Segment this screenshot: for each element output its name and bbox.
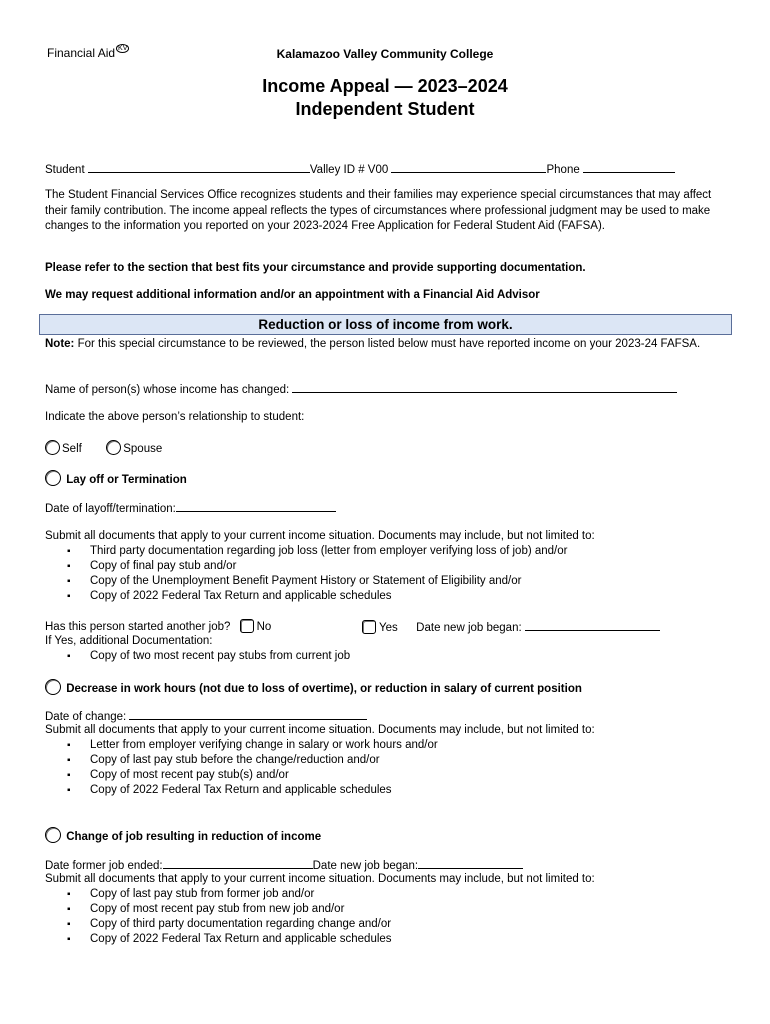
yes-checkbox[interactable]: [362, 620, 376, 634]
new-job-began-label: Date new job began:: [312, 860, 419, 872]
request-notice: We may request additional information and/or an appointment with a Financial Aid Advisor: [45, 289, 540, 301]
new-job-date-field[interactable]: [525, 619, 660, 631]
student-info-line: [45, 161, 675, 176]
job-dates-line: [45, 857, 523, 872]
decrease-title: Decrease in work hours (not due to loss of overtime), or reduction in salary of current position: [66, 683, 582, 695]
decrease-submit-text: Submit all documents that apply to your current income situation. Documents may include, but not limited to:: [45, 724, 595, 736]
change-docs: [45, 872, 745, 947]
if-yes-text: If Yes, additional Documentation:: [45, 635, 213, 647]
decrease-docs: [45, 723, 745, 798]
note-label: Note:: [45, 338, 75, 350]
layoff-date-field[interactable]: [176, 500, 336, 512]
list-item: ▪ Third party documentation regarding job loss (letter from employer verifying loss of job) and/or: [45, 544, 745, 559]
name-field[interactable]: [292, 381, 677, 393]
layoff-title: Lay off or Termination: [66, 474, 187, 486]
valley-id-field[interactable]: [391, 161, 546, 173]
note-text: For this special circumstance to be reviewed, the person listed below must have reported income on your 2023-24 FAFSA.: [74, 338, 701, 350]
layoff-submit-text: Submit all documents that apply to your current income situation. Documents may include, but not limited to:: [45, 530, 595, 542]
no-checkbox[interactable]: [240, 619, 254, 633]
former-job-label: Date former job ended:: [45, 860, 163, 872]
change-doc-list: [45, 887, 745, 947]
section-banner: Reduction or loss of income from work.: [39, 314, 732, 335]
list-item: ▪ Letter from employer verifying change in salary or work hours and/or: [45, 738, 745, 753]
list-item: ▪ Copy of two most recent pay stubs from current job: [45, 649, 745, 664]
new-job-date-label: Date new job began:: [416, 622, 522, 634]
list-item: ▪ Copy of last pay stub before the change/reduction and/or: [45, 753, 745, 768]
change-job-title: Change of job resulting in reduction of income: [66, 831, 322, 843]
self-label: Self: [62, 443, 82, 455]
layoff-date-line: [45, 500, 336, 515]
list-item: ▪ Copy of the Unemployment Benefit Payment History or Statement of Eligibility and/or: [45, 574, 745, 589]
change-date-label: Date of change:: [45, 711, 127, 723]
list-item: ▪ Copy of 2022 Federal Tax Return and applicable schedules: [45, 589, 745, 604]
new-job-question: Has this person started another job?: [45, 621, 231, 633]
decrease-radio[interactable]: [45, 679, 61, 695]
yes-option: [362, 619, 660, 634]
list-item: ▪ Copy of final pay stub and/or: [45, 559, 745, 574]
form-subtitle: Independent Student: [295, 99, 475, 119]
relationship-options: [45, 440, 162, 455]
student-label: Student: [45, 164, 85, 176]
refer-instruction: Please refer to the section that best fits your circumstance and provide supporting documentation.: [45, 262, 586, 274]
if-yes-doc-list: [45, 649, 745, 664]
layoff-doc-list: [45, 544, 745, 604]
valley-id-label: Valley ID # V00: [309, 164, 389, 176]
yes-label: Yes: [379, 622, 398, 634]
spouse-label: Spouse: [123, 443, 163, 455]
change-date-field[interactable]: [129, 708, 367, 720]
list-item: ▪ Copy of last pay stub from former job and/or: [45, 887, 745, 902]
change-date-line: [45, 708, 367, 723]
change-job-heading: [45, 827, 321, 843]
list-item: ▪ Copy of most recent pay stub from new job and/or: [45, 902, 745, 917]
change-submit-text: Submit all documents that apply to your current income situation. Documents may include, but not limited to:: [45, 873, 595, 885]
phone-field[interactable]: [583, 161, 675, 173]
layoff-radio[interactable]: [45, 470, 61, 486]
college-name: Kalamazoo Valley Community College: [276, 47, 494, 61]
decrease-doc-list: [45, 738, 745, 798]
layoff-date-label: Date of layoff/termination:: [45, 503, 176, 515]
relationship-label: Indicate the above person’s relationship to student:: [45, 411, 305, 423]
phone-label: Phone: [546, 164, 580, 176]
student-name-field[interactable]: [88, 161, 310, 173]
list-item: ▪ Copy of third party documentation regarding change and/or: [45, 917, 745, 932]
logo-mark: KV: [118, 45, 128, 52]
list-item: ▪ Copy of 2022 Federal Tax Return and applicable schedules: [45, 783, 745, 798]
spouse-radio[interactable]: [106, 440, 121, 455]
name-label: Name of person(s) whose income has changed:: [45, 384, 290, 396]
new-job-began-field[interactable]: [418, 857, 523, 869]
layoff-docs: [45, 529, 745, 604]
change-job-radio[interactable]: [45, 827, 61, 843]
if-yes-docs: [45, 634, 745, 664]
logo-text: Financial Aid: [47, 46, 116, 60]
form-title: Income Appeal — 2023–2024: [262, 76, 508, 96]
name-line: [45, 381, 677, 396]
self-radio[interactable]: [45, 440, 60, 455]
list-item: ▪ Copy of 2022 Federal Tax Return and applicable schedules: [45, 932, 745, 947]
note-paragraph: [45, 337, 735, 352]
new-job-question-line: [45, 619, 271, 633]
former-job-field[interactable]: [163, 857, 313, 869]
decrease-heading: [45, 679, 582, 695]
list-item: ▪ Copy of most recent pay stub(s) and/or: [45, 768, 745, 783]
no-label: No: [256, 621, 272, 633]
layoff-heading: [45, 470, 187, 486]
intro-paragraph: The Student Financial Services Office recognizes students and their families may experience special circumstances that may affect their family contribution. The income appeal reflects the types of circumstances where professional judgment may be used to make changes to the information you reported on your 2023-2024 Free Application for Federal Student Aid (FAFSA).: [45, 189, 712, 232]
